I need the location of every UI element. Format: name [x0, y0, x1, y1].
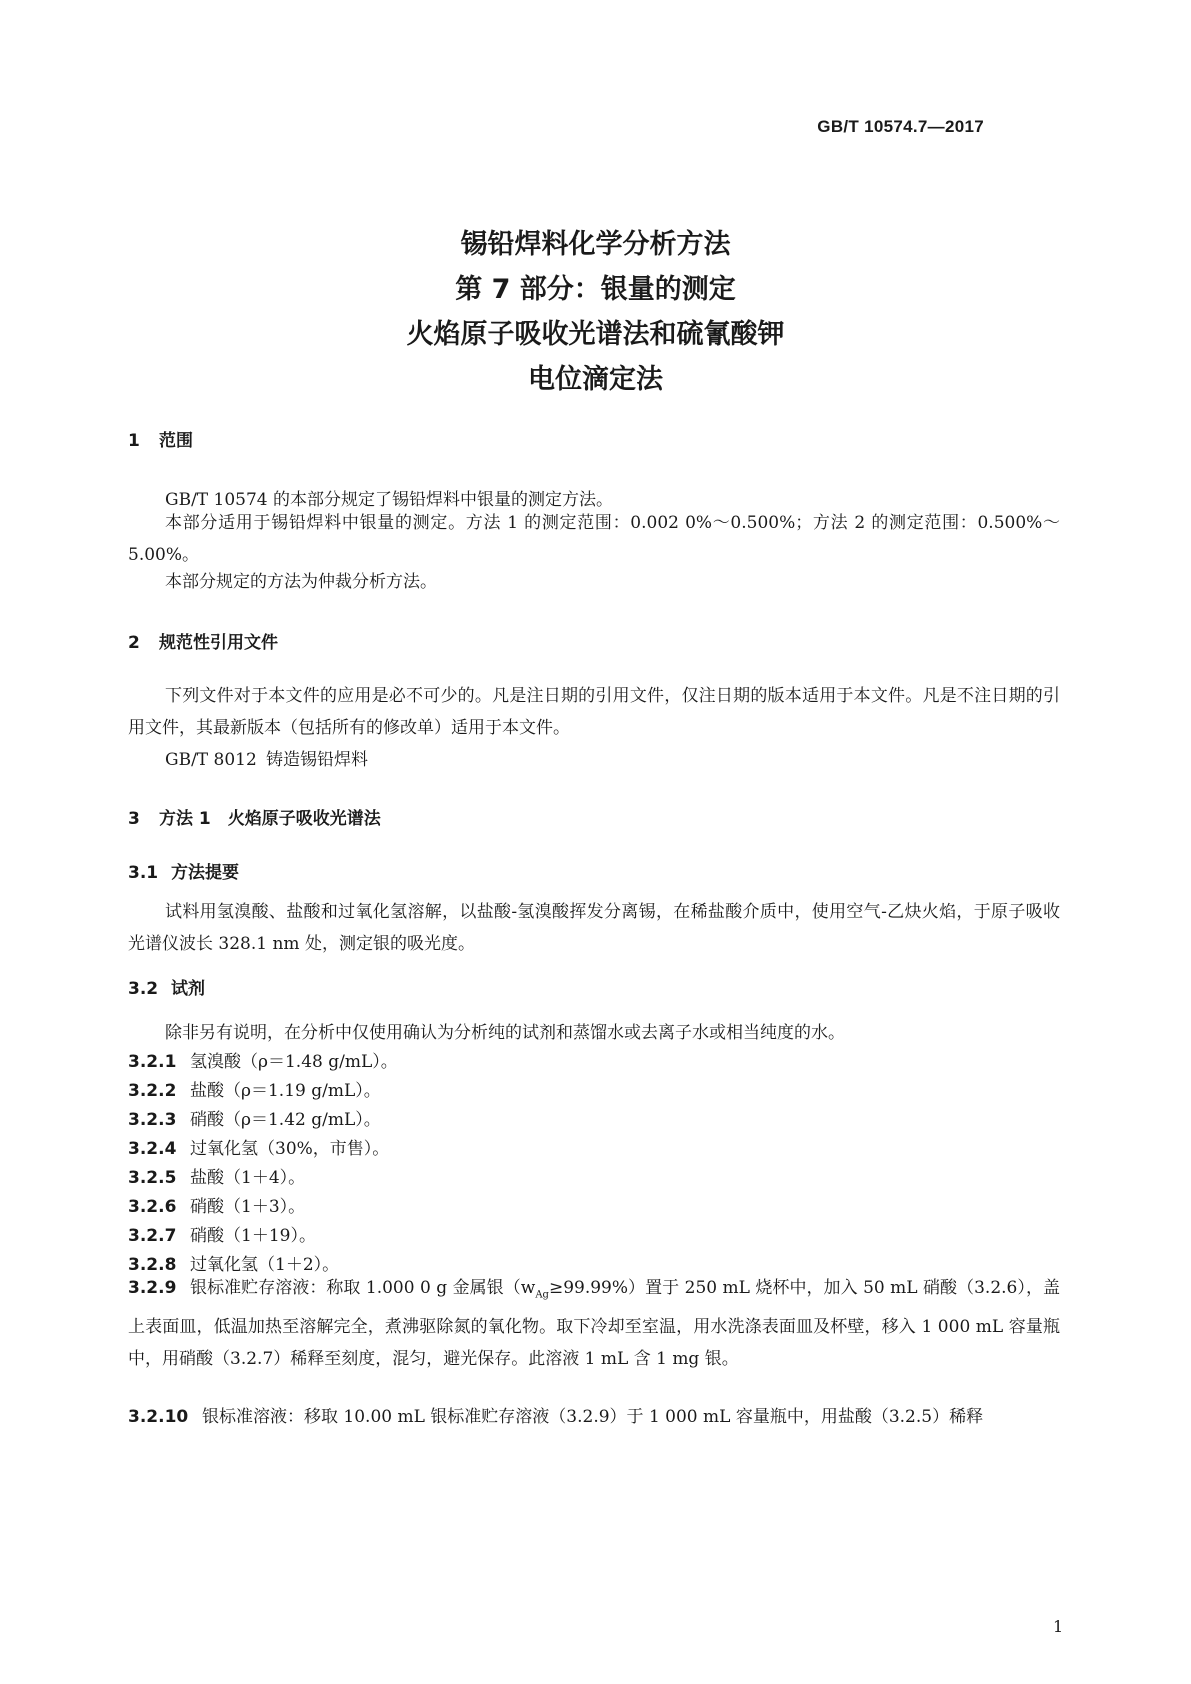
section-number: 1	[128, 431, 140, 451]
section-title: 试剂	[171, 979, 205, 999]
list-item	[128, 1076, 381, 1101]
section-number: 2	[128, 633, 140, 653]
reference-title: 铸造锡铅焊料	[266, 750, 368, 770]
title-line-1: 锡铅焊料化学分析方法	[460, 229, 731, 260]
item-text: 盐酸（1＋4）。	[190, 1168, 306, 1188]
reference-entry	[165, 745, 368, 770]
item-text: 硝酸（ρ＝1.42 g/mL）。	[190, 1110, 381, 1130]
title-line-2: 第 7 部分：银量的测定	[455, 274, 736, 305]
list-item	[128, 1272, 1060, 1375]
paragraph: 本部分适用于锡铅焊料中银量的测定。方法 1 的测定范围：0.002 0%～0.500%；方法 2 的测定范围：0.500%～5.00%。	[128, 513, 1060, 565]
section-3-1-heading	[128, 858, 239, 883]
section-3-heading	[128, 804, 381, 829]
list-item	[128, 1105, 381, 1130]
item-number: 3.2.5	[128, 1168, 177, 1188]
section-number: 3.1	[128, 863, 159, 883]
item-text: 银标准溶液：移取 10.00 mL 银标准贮存溶液（3.2.9）于 1 000 mL 容量瓶中，用盐酸（3.2.5）稀释	[202, 1407, 984, 1427]
list-item	[128, 1134, 389, 1159]
item-number: 3.2.1	[128, 1052, 177, 1072]
item-number: 3.2.10	[128, 1407, 189, 1427]
item-text: 硝酸（1＋19）。	[190, 1226, 316, 1246]
section-2-heading	[128, 628, 278, 653]
section-number: 3	[128, 809, 140, 829]
section-number: 3.2	[128, 979, 159, 999]
paragraph: 除非另有说明，在分析中仅使用确认为分析纯的试剂和蒸馏水或去离子水或相当纯度的水。	[165, 1023, 845, 1043]
standard-code: GB/T 10574.7—2017	[817, 117, 984, 136]
list-item	[128, 1047, 398, 1072]
section-title: 方法提要	[171, 863, 239, 883]
item-number: 3.2.2	[128, 1081, 177, 1101]
title-line-4: 电位滴定法	[528, 364, 663, 395]
item-text: 氢溴酸（ρ＝1.48 g/mL）。	[190, 1052, 398, 1072]
list-item	[128, 1221, 316, 1246]
section-title: 方法 1 火焰原子吸收光谱法	[159, 809, 381, 829]
item-number: 3.2.6	[128, 1197, 177, 1217]
list-item	[128, 1402, 983, 1427]
item-text: ≥99.99%）置于 250 mL 烧杯中，加入 50 mL 硝酸（3.2.6），盖上表面皿，低温加热至溶解完全，煮沸驱除氮的氧化物。取下冷却至室温，用水洗涤表面皿及杯壁，移入 1 000 mL 容量瓶中，用硝酸（3.2.7）稀释至刻度，混匀，避光保存。此溶液 1 mL 含 1 mg 银。	[128, 1278, 1060, 1370]
paragraph: GB/T 10574 的本部分规定了锡铅焊料中银量的测定方法。	[165, 490, 614, 510]
section-3-2-heading	[128, 974, 205, 999]
section-title: 范围	[159, 431, 193, 451]
title-line-3: 火焰原子吸收光谱法和硫氰酸钾	[406, 319, 785, 350]
item-text: 过氧化氢（1＋2）。	[190, 1255, 340, 1275]
paragraph: 下列文件对于本文件的应用是必不可少的。凡是注日期的引用文件，仅注日期的版本适用于本文件。凡是不注日期的引用文件，其最新版本（包括所有的修改单）适用于本文件。	[128, 686, 1060, 738]
item-text: 硝酸（1＋3）。	[190, 1197, 306, 1217]
document-title	[0, 222, 1191, 402]
section-title: 规范性引用文件	[159, 633, 278, 653]
page-number: 1	[1053, 1617, 1064, 1636]
paragraph: 本部分规定的方法为仲裁分析方法。	[165, 572, 437, 592]
item-number: 3.2.3	[128, 1110, 177, 1130]
reference-code: GB/T 8012	[165, 750, 257, 770]
section-1-heading	[128, 426, 193, 451]
item-text: 盐酸（ρ＝1.19 g/mL）。	[190, 1081, 381, 1101]
item-text: 过氧化氢（30%，市售）。	[190, 1139, 390, 1159]
list-item	[128, 1192, 305, 1217]
item-number: 3.2.7	[128, 1226, 177, 1246]
item-number: 3.2.4	[128, 1139, 177, 1159]
list-item	[128, 1163, 305, 1188]
item-text: 银标准贮存溶液：称取 1.000 0 g 金属银（w	[190, 1278, 536, 1298]
item-number: 3.2.8	[128, 1255, 177, 1275]
item-number: 3.2.9	[128, 1278, 177, 1298]
paragraph: 试料用氢溴酸、盐酸和过氧化氢溶解，以盐酸-氢溴酸挥发分离锡，在稀盐酸介质中，使用空气-乙炔火焰，于原子吸收光谱仪波长 328.1 nm 处，测定银的吸光度。	[128, 902, 1060, 954]
subscript: Ag	[535, 1289, 549, 1301]
